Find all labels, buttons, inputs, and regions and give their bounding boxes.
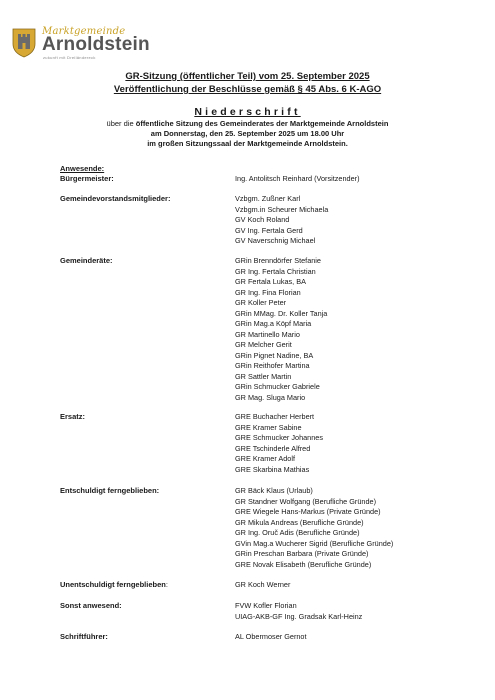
section-label: Bürgermeister: bbox=[60, 174, 114, 183]
person-entry: Vzbgm.in Scheurer Michaela bbox=[235, 204, 329, 214]
section-label: Gemeindevorstandsmitglieder: bbox=[60, 194, 171, 203]
person-entry: GRin MMag. Dr. Koller Tanja bbox=[235, 308, 328, 318]
person-entry: GR Fertala Lukas, BA bbox=[235, 277, 306, 286]
person-entry: GRE Skarbina Mathias bbox=[235, 464, 310, 474]
person-entry: GRE Tschinderle Alfred bbox=[235, 443, 311, 453]
meeting-location: im großen Sitzungssaal der Marktgemeinde Arnoldstein. bbox=[147, 139, 348, 148]
person-entry: GRin Pignet Nadine, BA bbox=[235, 350, 314, 360]
meeting-date: am Donnerstag, den 25. September 2025 um 18.00 Uhr bbox=[150, 129, 345, 138]
person-entry: GV Koch Roland bbox=[235, 215, 290, 224]
intro-bold: öffentliche Sitzung des Gemeinderates der Marktgemeinde Arnoldstein bbox=[135, 119, 389, 128]
intro-line-1 bbox=[0, 119, 495, 129]
municipality-logo bbox=[12, 26, 152, 60]
person-entry: UIAG-AKB-GF Ing. Gradsak Karl-Heinz bbox=[235, 611, 363, 621]
person-entry: GRin Brenndörfer Stefanie bbox=[235, 256, 321, 265]
niederschrift-heading: Niederschrift bbox=[194, 106, 301, 118]
person-entry: GR Sattler Martin bbox=[235, 371, 292, 381]
logo-name: Arnoldstein bbox=[42, 34, 150, 55]
document-subtitle: Veröffentlichung der Beschlüsse gemäß § 45 Abs. 6 K-AGO bbox=[113, 84, 382, 95]
label-text: Unentschuldigt ferngeblieben bbox=[60, 580, 166, 589]
person-entry: Vzbgm. Zußner Karl bbox=[235, 194, 301, 203]
section-label: Entschuldigt ferngeblieben: bbox=[60, 486, 160, 495]
person-entry: AL Obermoser Gernot bbox=[235, 632, 307, 641]
section-label: Gemeinderäte: bbox=[60, 256, 113, 265]
name-list bbox=[235, 256, 327, 403]
person-entry: GRE Kramer Sabine bbox=[235, 422, 302, 432]
section-label: Ersatz: bbox=[60, 412, 86, 421]
section-label: Sonst anwesend: bbox=[60, 601, 122, 610]
name-list bbox=[235, 412, 323, 475]
person-entry: GR Koller Peter bbox=[235, 298, 287, 307]
person-entry: GVin Mag.a Wucherer Sigrid (Berufliche Gründe) bbox=[235, 538, 394, 548]
person-entry: GR Martinello Mario bbox=[235, 329, 300, 339]
person-entry: GR Bäck Klaus (Urlaub) bbox=[235, 486, 313, 495]
person-entry: Ing. Antolitsch Reinhard (Vorsitzender) bbox=[235, 174, 360, 183]
person-entry: GRin Schmucker Gabriele bbox=[235, 382, 320, 391]
name-list bbox=[235, 632, 307, 643]
name-list bbox=[235, 486, 393, 570]
logo-script-text: Marktgemeinde bbox=[42, 26, 126, 37]
person-entry: GR Ing. Fertala Christian bbox=[235, 266, 316, 276]
label-colon: : bbox=[165, 580, 168, 589]
person-entry: GR Mag. Sluga Mario bbox=[235, 392, 306, 402]
person-entry: GRin Mag.a Köpf Maria bbox=[235, 319, 312, 328]
person-entry: GR Koch Werner bbox=[235, 580, 291, 589]
person-entry: GR Standner Wolfgang (Berufliche Gründe) bbox=[235, 496, 377, 506]
coat-of-arms-icon bbox=[12, 28, 36, 58]
intro-prefix: über die bbox=[106, 119, 136, 128]
intro-line-3 bbox=[0, 139, 495, 149]
person-entry: GR Ing. Oruč Adis (Berufliche Gründe) bbox=[235, 528, 360, 537]
person-entry: GV Naverschnig Michael bbox=[235, 236, 316, 245]
person-entry: FVW Kofler Florian bbox=[235, 601, 297, 610]
section-label bbox=[60, 580, 168, 589]
logo-tagline: zukunft mit Dreiländereck bbox=[43, 55, 96, 60]
person-entry: GRE Buchacher Herbert bbox=[235, 412, 315, 421]
name-list bbox=[235, 194, 328, 247]
person-entry: GR Melcher Gerit bbox=[235, 340, 292, 349]
name-list bbox=[235, 174, 360, 185]
anwesende-heading: Anwesende: bbox=[60, 164, 105, 173]
section-label: Schriftführer: bbox=[60, 632, 108, 641]
intro-line-2 bbox=[0, 129, 495, 139]
person-entry: GRE Schmucker Johannes bbox=[235, 433, 324, 442]
person-entry: GRE Kramer Adolf bbox=[235, 454, 296, 463]
person-entry: GRE Novak Elisabeth (Berufliche Gründe) bbox=[235, 559, 372, 569]
person-entry: GRE Wiegele Hans-Markus (Private Gründe) bbox=[235, 507, 381, 516]
person-entry: GRin Preschan Barbara (Private Gründe) bbox=[235, 549, 369, 558]
name-list bbox=[235, 601, 362, 622]
person-entry: GRin Reithofer Martina bbox=[235, 361, 310, 370]
name-list bbox=[235, 580, 290, 591]
document-title: GR-Sitzung (öffentlicher Teil) vom 25. September 2025 bbox=[125, 71, 370, 82]
person-entry: GR Ing. Fina Florian bbox=[235, 287, 301, 297]
person-entry: GV Ing. Fertala Gerd bbox=[235, 225, 303, 235]
person-entry: GR Mikula Andreas (Berufliche Gründe) bbox=[235, 517, 364, 527]
